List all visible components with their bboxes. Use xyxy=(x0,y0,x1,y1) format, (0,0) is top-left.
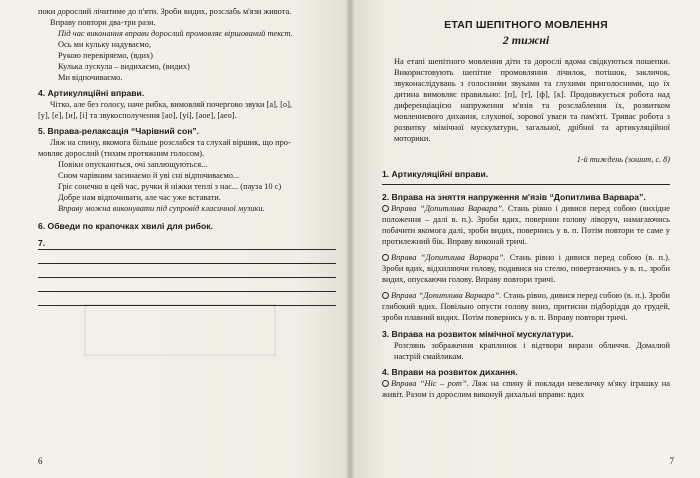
exercise-text: Стань рівно, дивися перед собою (в. п.). Зроби глибокий вдих. Повільно опусти голову вниз, притисни підборіддя до грудей, зроби плавний видих. Потім повернись у в. п. Вправу повтори тричі. xyxy=(382,291,670,322)
faint-stamp-mark xyxy=(80,300,280,360)
text-line: поки дорослий лічитиме до п'яти. Зроби видих, розслабь м'язи живота. xyxy=(38,7,292,16)
exercise-text: Стань рівно і дивися перед собою (вихідне положення – далі в. п.). Зроби вдих, повернии голову ліворуч, намагаючись побачити якомога далі, зроби видих, повернись у в. п. Потім повтори те саме у протилежний бік. Вправу виконай тричі. xyxy=(382,204,670,246)
writing-line[interactable] xyxy=(38,264,336,278)
poem-line: Добре нам відпочивати, але час уже вставати. xyxy=(58,193,221,202)
circle-bullet-icon xyxy=(382,205,389,212)
section-4-title: 4. Вправи на розвиток дихання. xyxy=(382,367,518,377)
exercise-item xyxy=(382,252,670,285)
poem-line: Повіки опускаються, очі заплющуються... xyxy=(58,160,208,169)
week-title: 2 тижні xyxy=(502,33,550,47)
section-1-title: 1. Артикуляційні вправи. xyxy=(382,169,489,179)
exercise-name: Вправа “Допитлива Варвара”. xyxy=(391,204,505,213)
poem-line: Гріє сонечко в цей час, ручки й ніжки теплі з нас... (пауза 10 с) xyxy=(58,182,282,191)
poem-sleep xyxy=(38,159,336,203)
writing-line[interactable] xyxy=(38,250,336,264)
section-4-text: Чітко, але без голосу, наче рибка, вимовляй почергово звуки [а], [о], xyxy=(50,100,292,109)
book-gutter xyxy=(346,0,354,478)
left-intro xyxy=(38,6,336,28)
section-6-title: 6. Обведи по крапочках хвилі для рибок. xyxy=(38,221,213,231)
page-number-left: 6 xyxy=(38,456,43,466)
section-4-text: [у], [е], [и], [і] та звукосполучення [ао], [уі], [аое], [аео]. xyxy=(38,111,237,120)
section-2-title: 2. Вправа на зняття напруження м'язів “Допитлива Варвара”. xyxy=(382,192,646,202)
exercise-item xyxy=(382,203,670,247)
section-4-title: 4. Артикуляційні вправи. xyxy=(38,88,145,98)
poem-line: Сном чарівним засинаємо й уві сні відпочиваємо... xyxy=(58,171,240,180)
exercise-name: Вправа “Допитлива Варвара”. xyxy=(391,253,506,262)
section-3-text: Розглянь зображення краплинок і відтвори вирази обличчя. Домалюй настрій смайликам. xyxy=(394,341,670,361)
right-page xyxy=(350,0,700,478)
exercise-item xyxy=(382,290,670,323)
writing-line[interactable] xyxy=(38,278,336,292)
exercise-name: Вправа “Допитлива Варвара”. xyxy=(391,291,502,300)
divider xyxy=(382,180,670,185)
stage-intro: На етапі шепітного мовлення діти та дорослі вдома свідкуються пошепки. Використовують шепітне промовляння лічилок, потішок, закличок, звуконаслідувань з голосними звуками та глухими приголосними, що їх дитина вимовляє правильно: [п], [т], [ф], [к]. Продовжується робота над диференціацією напруження м'язів та розслаблення їх, розвитком мовленнєвого дихання, слухової, зорової уваги та пам'яті. Триває робота з розвитку мімічної мускулатури, загальної, дрібної та артикуляційної моторики. xyxy=(394,57,670,143)
section-5-title: 5. Вправа-релаксація “Чарівний сон”. xyxy=(38,126,200,136)
poem-line: Ми відпочиваємо. xyxy=(58,73,123,82)
text-line: Вправу повтори два-три рази. xyxy=(50,18,156,27)
exercise-text: Ляж на спину й поклади невеличку м'яку іграшку на живіт. Разом із дорослим виконуй дихальні вправи: вдих xyxy=(382,379,671,399)
circle-bullet-icon xyxy=(382,380,389,387)
page-number-right: 7 xyxy=(669,456,674,466)
circle-bullet-icon xyxy=(382,292,389,299)
exercise-name: Вправа “Ніс – рот”. xyxy=(391,379,469,388)
exercise-text: Стань рівно і дивися перед собою (в. п.). Зроби вдих, відхиляючи голову, подивися на стелю, повертаючись у в. п., зроби видих, опускаючи голову. Вправу повтори тричі. xyxy=(382,253,670,284)
circle-bullet-icon xyxy=(382,254,389,261)
poem-line: Кулька лускула – видихаємо, (видих) xyxy=(58,62,190,71)
poem-line: Рукою перевіряємо, (вдих) xyxy=(58,51,153,60)
section-5-text: Ляж на спину, якомога більше розслабся та слухай віршик, що про- xyxy=(50,138,291,147)
music-note: Вправу можна виконувати під супровід класичної музики. xyxy=(58,204,265,213)
poem-line: Ось ми кульку надуваємо, xyxy=(58,40,151,49)
exercise-note: Під час виконання вправи дорослий промовляє віршований текст. xyxy=(58,29,293,38)
poem-balloon xyxy=(38,39,336,83)
section-3-title: 3. Вправа на розвиток мімічної мускулатури. xyxy=(382,329,574,339)
stage-title: ЕТАП ШЕПІТНОГО МОВЛЕННЯ xyxy=(444,19,608,31)
task-7-label: 7. xyxy=(38,238,46,248)
section-5-text: мовляє дорослий (тихим протяжним голосом). xyxy=(38,149,205,158)
writing-line-7[interactable] xyxy=(38,236,336,250)
week-reference: 1-й тиждень (зошит, с. 8) xyxy=(576,155,670,164)
